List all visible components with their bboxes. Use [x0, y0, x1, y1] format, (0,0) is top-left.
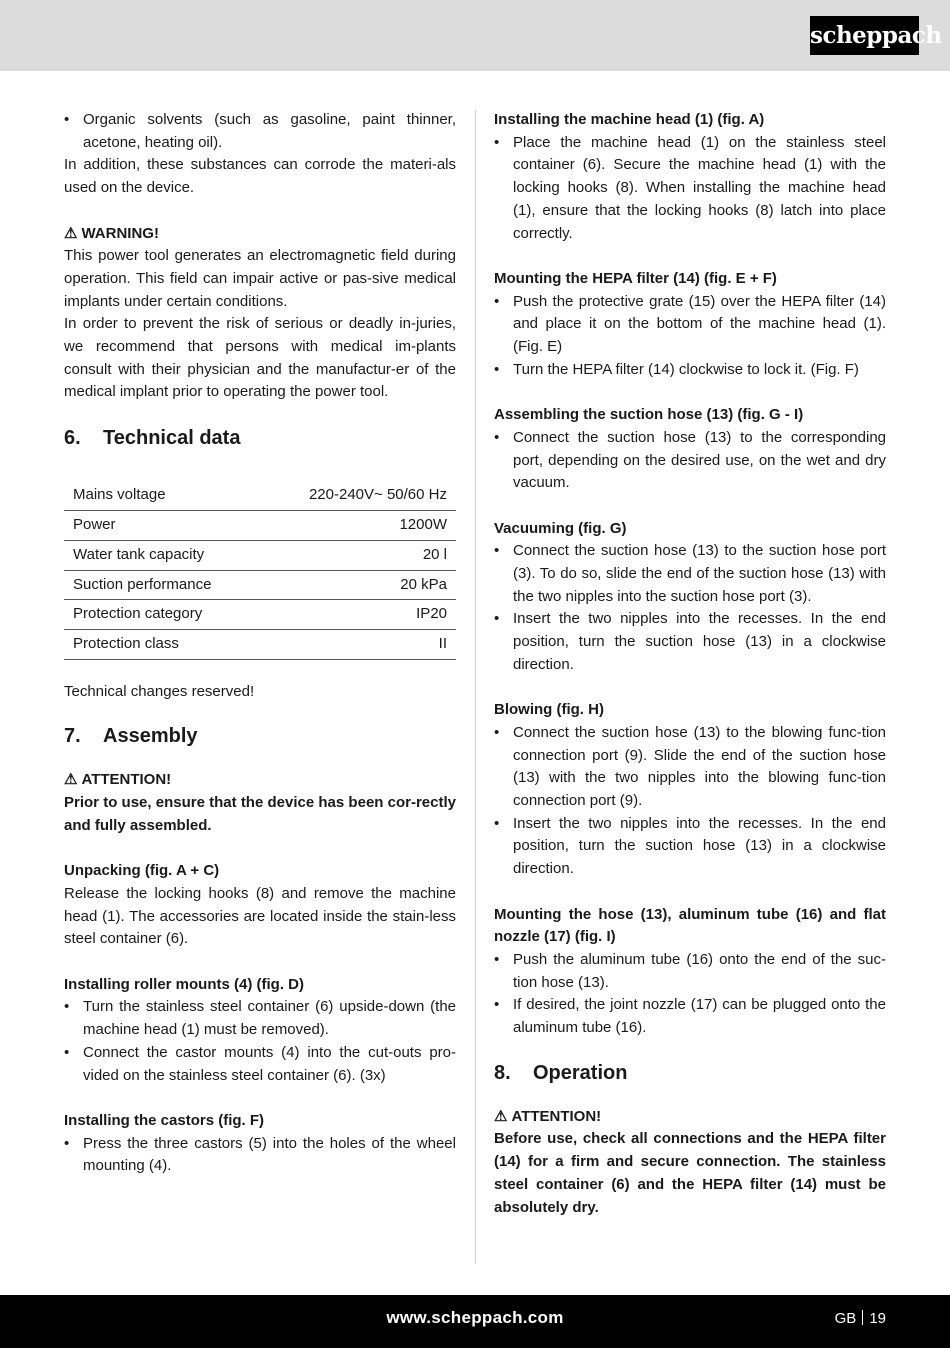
vacuuming-heading: Vacuuming (fig. G): [494, 519, 627, 537]
castors-heading: Installing the castors (fig. F): [64, 1111, 265, 1129]
table-row: [64, 481, 456, 511]
list-item: [64, 996, 456, 1041]
scheppach-logo: scheppach: [810, 16, 919, 55]
unpacking-paragraph: Release the locking hooks (8) and remove the machine head (1). The accessories are located inside the stain-less steel container (6).: [64, 884, 456, 948]
bullet-marker: •: [494, 610, 500, 628]
list-item-text: Connect the suction hose (13) to the corresponding port, depending on the desired use, on the wet and dry vacuum.: [513, 428, 886, 492]
bullet-marker: •: [494, 360, 500, 378]
attention-paragraph: Prior to use, ensure that the device has been cor-rectly and fully assembled.: [64, 794, 456, 834]
table-row: [64, 630, 456, 660]
list-item: [64, 1133, 456, 1178]
spec-value: IP20: [260, 600, 456, 630]
left-column: [64, 109, 456, 1178]
list-item-text: Connect the castor mounts (4) into the cut-outs pro-vided on the stainless steel container (6). (3x): [83, 1043, 456, 1084]
bullet-marker: •: [494, 996, 500, 1014]
spec-value: 20 l: [260, 541, 456, 571]
spec-label: Power: [64, 511, 260, 541]
table-row: [64, 600, 456, 630]
section-heading-technical-data: 6. Technical data: [64, 427, 241, 450]
mounting-hose-list: [494, 949, 886, 1040]
spec-label: Water tank capacity: [64, 541, 260, 571]
spec-value: II: [260, 630, 456, 660]
list-item-text: Press the three castors (5) into the holes of the wheel mounting (4).: [83, 1134, 456, 1175]
unpacking-heading: Unpacking (fig. A + C): [64, 862, 220, 880]
list-item: [494, 722, 886, 813]
machine-head-list: [494, 132, 886, 246]
list-item-text: Connect the suction hose (13) to the blowing func-tion connection port (9). Slide the end of the suction hose (13) with the two nipples into the blowing func-tion connection port (9).: [513, 723, 886, 810]
spec-label: Suction performance: [64, 570, 260, 600]
spec-value: 20 kPa: [260, 570, 456, 600]
list-item-text: Turn the HEPA filter (14) clockwise to lock it. (Fig. F): [513, 360, 859, 378]
machine-head-heading: Installing the machine head (1) (fig. A): [494, 111, 765, 128]
spec-label: Mains voltage: [64, 481, 260, 511]
right-column: [494, 109, 886, 1219]
list-item-text: Turn the stainless steel container (6) upside-down (the machine head (1) must be removed).: [83, 998, 456, 1039]
section-heading-assembly: 7. Assembly: [64, 725, 198, 748]
list-item-text: If desired, the joint nozzle (17) can be plugged onto the aluminum tube (16).: [513, 996, 886, 1037]
list-item: [494, 949, 886, 994]
bullet-marker: •: [494, 723, 500, 741]
castors-list: [64, 1133, 456, 1178]
bullet-marker: •: [494, 428, 500, 446]
list-item: [494, 608, 886, 676]
list-item: [494, 359, 886, 382]
list-item-text: Push the aluminum tube (16) onto the end of the suc-tion hose (13).: [513, 950, 886, 991]
list-item: [494, 994, 886, 1039]
attention-paragraph: Before use, check all connections and the HEPA filter (14) for a firm and secure connection. The stainless steel container (6) and the HEPA filter (14) must be absolutely dry.: [494, 1130, 886, 1216]
page-header: [0, 0, 950, 71]
bullet-marker: •: [494, 292, 500, 310]
blowing-heading: Blowing (fig. H): [494, 701, 604, 719]
warning-heading: ⚠ WARNING!: [64, 223, 456, 246]
spec-label: Protection category: [64, 600, 260, 630]
page-footer: [0, 1295, 950, 1348]
bullet-marker: •: [494, 133, 500, 151]
suction-hose-list: [494, 427, 886, 495]
technical-changes-note: Technical changes reserved!: [64, 682, 255, 700]
mounting-hose-heading: Mounting the hose (13), aluminum tube (16) and flat nozzle (17) (fig. I): [494, 905, 886, 946]
technical-data-table: [64, 481, 456, 660]
blowing-list: [494, 722, 886, 881]
warning-paragraph-1: This power tool generates an electromagnetic field during operation. This field can impair active or pas-sive medical implants under certain conditions.: [64, 247, 456, 310]
table-row: [64, 570, 456, 600]
list-item: [494, 813, 886, 881]
spec-value: 220-240V~ 50/60 Hz: [260, 481, 456, 511]
list-item: [494, 427, 886, 495]
spec-value: 1200W: [260, 511, 456, 541]
table-row: [64, 511, 456, 541]
bullet-marker: •: [64, 1043, 70, 1061]
roller-mounts-list: [64, 996, 456, 1087]
warning-triangle-icon: ⚠: [64, 771, 78, 789]
attention-heading: ⚠ ATTENTION!: [494, 1106, 886, 1129]
list-item-text: Insert the two nipples into the recesses. In the end position, turn the suction hose (13) in a clockwise direction.: [513, 610, 886, 673]
corrode-paragraph: In addition, these substances can corrode the materi-als used on the device.: [64, 156, 456, 197]
vacuuming-list: [494, 540, 886, 676]
bullet-marker: •: [64, 998, 70, 1016]
warning-triangle-icon: ⚠: [494, 1107, 508, 1125]
hepa-filter-list: [494, 291, 886, 382]
suction-hose-heading: Assembling the suction hose (13) (fig. G - I): [494, 406, 804, 424]
list-item: [64, 1042, 456, 1087]
column-divider: [475, 110, 476, 1264]
table-row: [64, 541, 456, 571]
list-item-text: Place the machine head (1) on the stainless steel container (6). Secure the machine head (1) with the locking hooks (8). When installing the machine head (1), ensure that the locking hooks (8) latch into place correctly.: [513, 133, 886, 242]
spec-label: Protection class: [64, 630, 260, 660]
list-item: [494, 291, 886, 359]
bullet-marker: •: [64, 1134, 70, 1152]
page-number: GB 19: [834, 1310, 886, 1327]
warning-triangle-icon: ⚠: [64, 224, 78, 242]
bullet-marker: •: [494, 814, 500, 832]
list-item-text: Insert the two nipples into the recesses. In the end position, turn the suction hose (13) in a clockwise direction.: [513, 814, 886, 878]
list-item-text: Connect the suction hose (13) to the suction hose port (3). To do so, slide the end of the suction hose (13) with the two nipples into the suction hose port (3).: [513, 542, 886, 605]
bullet-marker: •: [494, 950, 500, 968]
bullet-marker: •: [494, 542, 500, 560]
list-item: [494, 540, 886, 608]
list-item: • Organic solvents (such as gasoline, paint thinner, acetone, heating oil).: [64, 111, 456, 151]
attention-heading: ⚠ ATTENTION!: [64, 769, 456, 792]
website-link[interactable]: www.scheppach.com: [386, 1308, 564, 1327]
section-heading-operation: 8. Operation: [494, 1061, 628, 1084]
hepa-filter-heading: Mounting the HEPA filter (14) (fig. E + F): [494, 269, 777, 287]
list-item: [494, 132, 886, 246]
list-item-text: Push the protective grate (15) over the HEPA filter (14) and place it on the bottom of the machine head (1). (Fig. E): [513, 292, 886, 356]
warning-paragraph-2: In order to prevent the risk of serious or deadly in-juries, we recommend that persons with medical im-plants consult with their physician and the manufactur-er of the medical implant prior to operating the power tool.: [64, 315, 456, 401]
roller-mounts-heading: Installing roller mounts (4) (fig. D): [64, 975, 304, 993]
